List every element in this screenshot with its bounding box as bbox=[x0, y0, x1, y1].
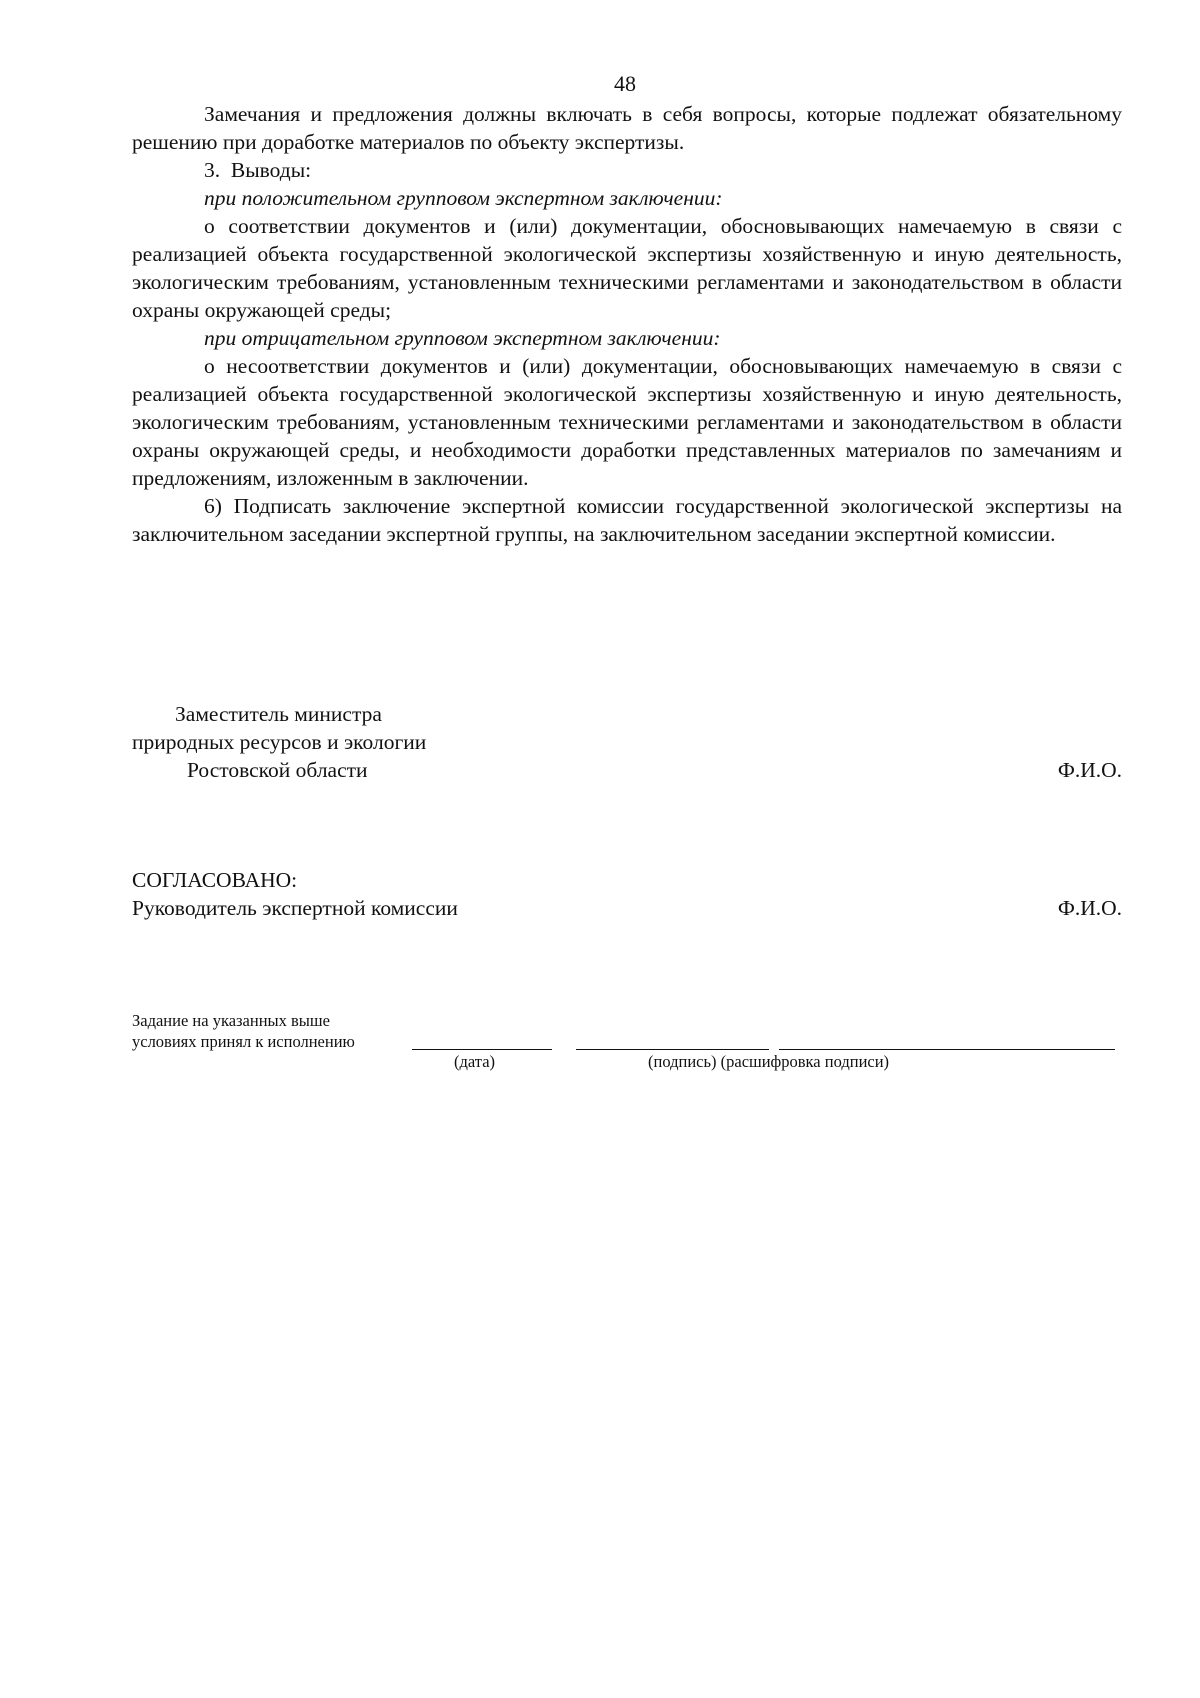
task-line-1 bbox=[132, 1010, 1122, 1031]
paragraph-sign-conclusion: 6) Подписать заключение экспертной комиссии государственной экологической экспертизы на заключительном заседании экспертной группы, на заключительном заседании экспертной комиссии. bbox=[132, 494, 1122, 546]
approval-block bbox=[132, 866, 1122, 922]
signature-title-line-3: Ростовской области bbox=[187, 758, 368, 782]
paragraph-conclusions-heading: 3. Выводы: bbox=[204, 158, 312, 182]
signature-caption: (подпись) (расшифровка подписи) bbox=[648, 1052, 890, 1071]
signature-decoding-blank-line bbox=[779, 1031, 1115, 1050]
page-number: 48 bbox=[614, 71, 636, 96]
paragraph-negative-heading: при отрицательном групповом экспертном заключении: bbox=[204, 326, 721, 350]
task-text-line-2: условиях принял к исполнению bbox=[132, 1032, 355, 1051]
signature-line-1 bbox=[132, 700, 1122, 728]
signature-fio: Ф.И.О. bbox=[1057, 758, 1122, 782]
signature-blank-line bbox=[576, 1031, 769, 1050]
signature-title-line-1: Заместитель министра bbox=[175, 702, 382, 726]
approval-fio: Ф.И.О. bbox=[1057, 896, 1122, 920]
paragraph-negative-body: о несоответствии документов и (или) документации, обосновывающих намечаемую в связи с реализацией объекта государственной экологической экспертизы хозяйственную и иную деятельность, экологическим требованиям, установленным техническими регламентами и законодательством в области охраны окружающей среды, и необходимости доработки представленных материалов по замечаниям и предложениям, изложенным в заключении. bbox=[132, 354, 1122, 490]
approval-line-1 bbox=[132, 866, 1122, 894]
date-blank-line bbox=[412, 1031, 552, 1050]
signature-line-2 bbox=[132, 728, 1122, 756]
approval-heading: СОГЛАСОВАНО: bbox=[132, 868, 298, 892]
signature-line-3 bbox=[132, 756, 1122, 784]
date-caption: (дата) bbox=[454, 1052, 496, 1071]
task-acceptance-block bbox=[132, 1010, 1122, 1073]
main-text bbox=[132, 100, 1122, 548]
task-text-line-1: Задание на указанных выше bbox=[132, 1011, 330, 1030]
signature-block bbox=[132, 700, 1122, 784]
approval-line-2 bbox=[132, 894, 1122, 922]
task-line-2 bbox=[132, 1031, 1122, 1052]
paragraph-positive-heading: при положительном групповом экспертном заключении: bbox=[204, 186, 723, 210]
signature-title-line-2: природных ресурсов и экологии bbox=[132, 730, 427, 754]
approval-position: Руководитель экспертной комиссии bbox=[132, 896, 458, 920]
task-captions-line bbox=[132, 1052, 1122, 1073]
paragraph-positive-body: о соответствии документов и (или) документации, обосновывающих намечаемую в связи с реализацией объекта государственной экологической экспертизы хозяйственную и иную деятельность, экологическим требованиям, установленным техническими регламентами и законодательством в области охраны окружающей среды; bbox=[132, 214, 1122, 322]
paragraph-remarks: Замечания и предложения должны включать в себя вопросы, которые подлежат обязательному решению при доработке материалов по объекту экспертизы. bbox=[132, 102, 1122, 154]
